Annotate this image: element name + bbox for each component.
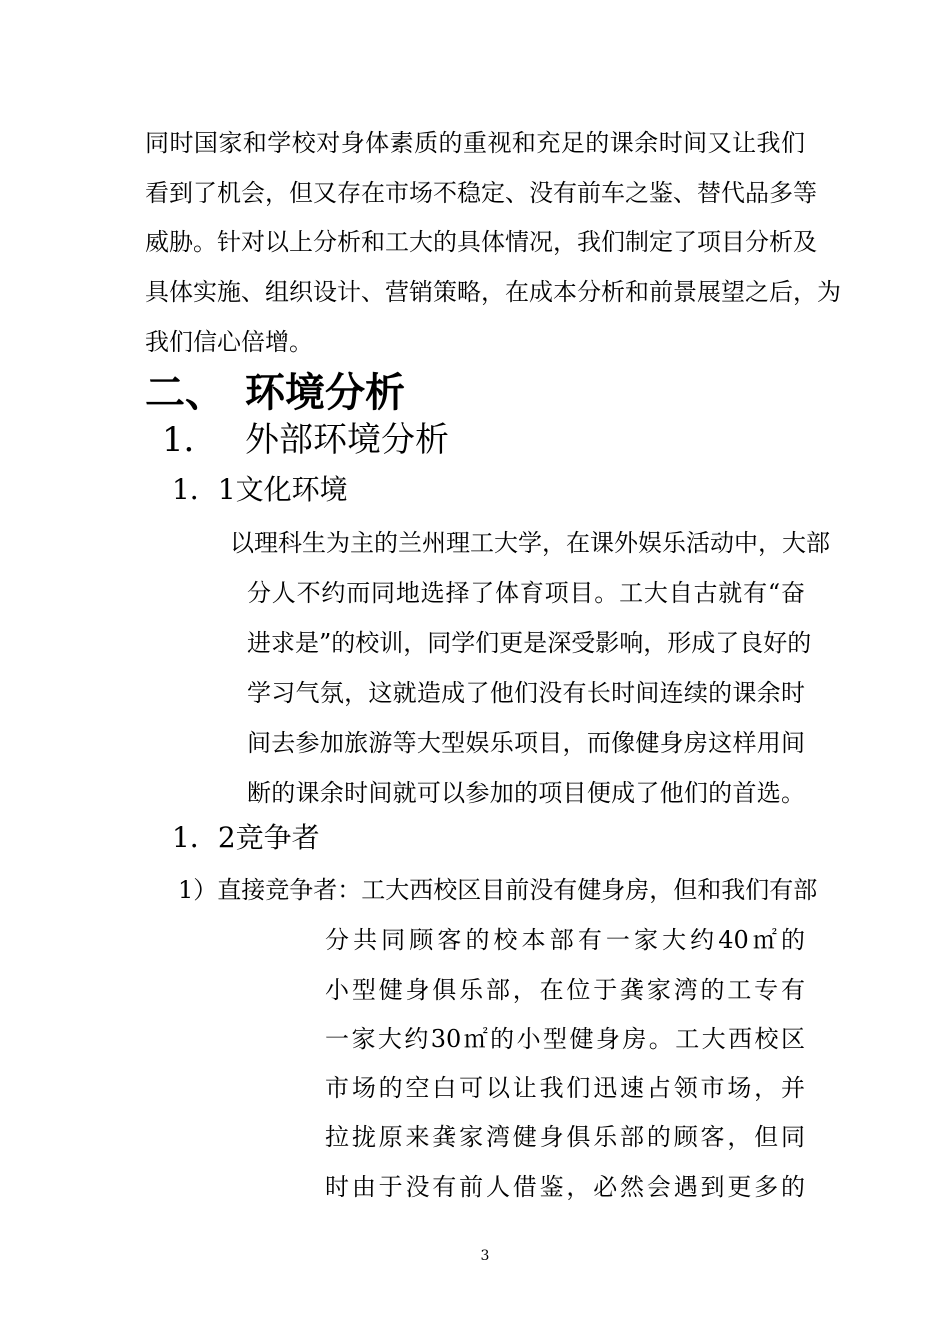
- intro-line: 看到了机会，但又存在市场不稳定、没有前车之鉴、替代品多等: [145, 179, 817, 207]
- competitor-line: 一家大约30㎡的小型健身房。工大西校区: [325, 1025, 805, 1053]
- culture-line: 间去参加旅游等大型娱乐项目，而像健身房这样用间: [247, 729, 805, 757]
- subsection-number: 1．: [162, 420, 218, 460]
- culture-line: 学习气氛，这就造成了他们没有长时间连续的课余时: [247, 679, 805, 707]
- subsubsection-heading: 1．2竞争者: [172, 821, 320, 854]
- culture-line: 以理科生为主的兰州理工大学，在课外娱乐活动中，大部: [230, 529, 830, 557]
- culture-line: 断的课余时间就可以参加的项目便成了他们的首选。: [247, 779, 805, 807]
- competitor-line: 分共同顾客的校本部有一家大约40㎡的: [325, 926, 805, 954]
- subsection-heading: 外部环境分析: [245, 420, 449, 460]
- competitor-line: 市场的空白可以让我们迅速占领市场，并: [325, 1074, 805, 1102]
- competitor-line: 1）直接竞争者：工大西校区目前没有健身房，但和我们有部: [178, 876, 818, 904]
- competitor-line: 拉拢原来龚家湾健身俱乐部的顾客，但同: [325, 1123, 805, 1151]
- competitor-line: 时由于没有前人借鉴，必然会遇到更多的: [325, 1173, 805, 1201]
- competitor-line: 小型健身俱乐部，在位于龚家湾的工专有: [325, 976, 805, 1004]
- culture-line: 进求是”的校训，同学们更是深受影响，形成了良好的: [247, 629, 812, 657]
- subsubsection-heading: 1．1文化环境: [172, 473, 348, 506]
- page-number: 3: [480, 1248, 490, 1264]
- section-number: 二、: [145, 369, 225, 416]
- intro-line: 同时国家和学校对身体素质的重视和充足的课余时间又让我们: [145, 129, 805, 157]
- intro-line: 我们信心倍增。: [145, 328, 313, 356]
- section-heading: 环境分析: [245, 369, 405, 416]
- intro-line: 具体实施、组织设计、营销策略，在成本分析和前景展望之后，为: [145, 278, 841, 306]
- intro-line: 威胁。针对以上分析和工大的具体情况，我们制定了项目分析及: [145, 228, 817, 256]
- culture-line: 分人不约而同地选择了体育项目。工大自古就有“奋: [247, 579, 805, 607]
